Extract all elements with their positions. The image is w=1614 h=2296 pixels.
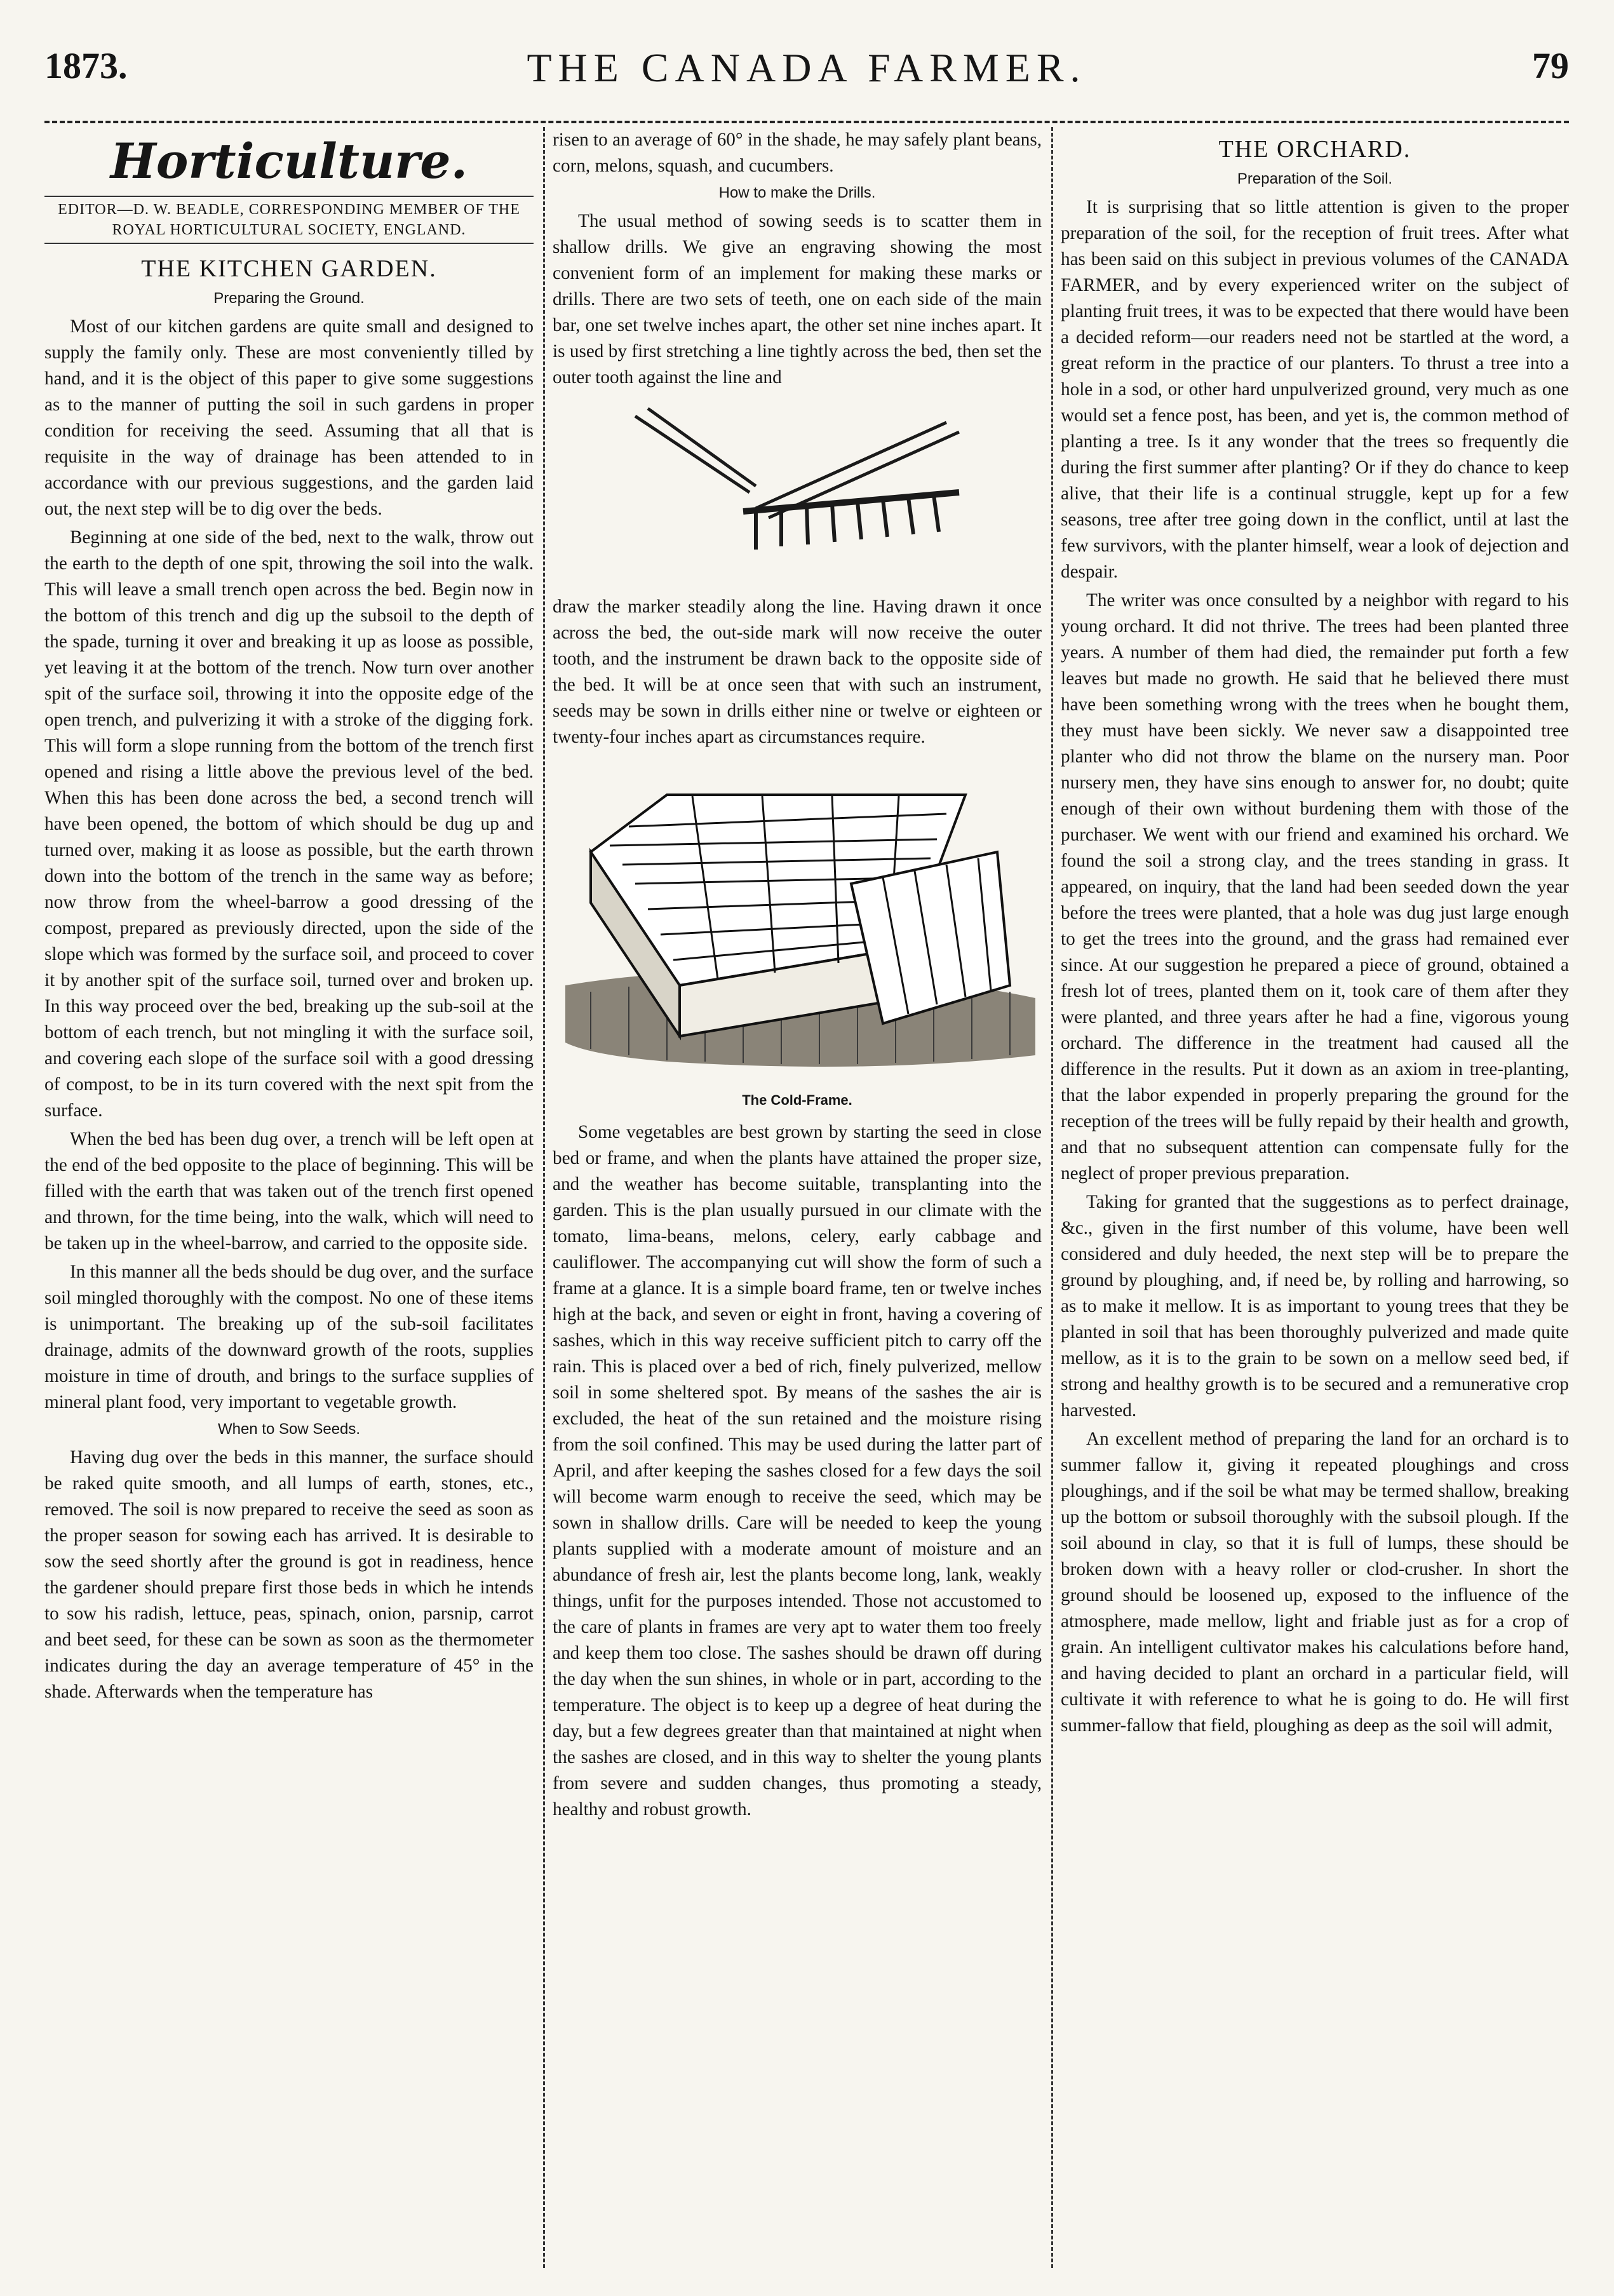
- paragraph: Some vegetables are best grown by starting the seed in close bed or frame, and when the plants have attained the proper size, and the weather has become suitable, transplanting into the garden. This is the plan usually pursued in our climate with the tomato, lima-beans, melons, celery, early cabbage and cauliflower. The accompanying cut will show the form of such a frame at a glance. It is a simple board frame, ten or twelve inches high at the back, and seven or eight in front, having a covering of sashes, which in this way receive sufficient pitch to carry off the rain. This is placed over a bed of rich, finely pulverized, mellow soil in some sheltered spot. By means of the sashes the air is excluded, the heat of the sun retained and the moisture rising from the soil confined. This may be used during the latter part of April, and after keeping the sashes closed for a few days the soil will become warm enough to receive the seed, which may be sown in shallow drills. Care will be needed to keep the young plants supplied with a moderate amount of moisture and an abundance of fresh air, lest the plants become long, lank, weakly things, unfit for the purposes intended. Those not accustomed to the care of plants in frames are very apt to water them too freely and keep them too close. The sashes should be drawn off during the day when the sun shines, in whole or in part, according to the temperature. The object is to keep up a degree of heat during the day, but a few degrees greater than that maintained at night when the sashes are closed, and in this way to shelter the young plants from severe and sudden changes, thus promoting a steady, healthy and robust growth.: [553, 1122, 1042, 1820]
- paragraph: In this manner all the beds should be dug over, and the surface soil mingled thoroughly with the compost. No one of these items is unimportant. The breaking up of the sub-soil facilitates drainage, admits of the downward growth of the roots, supplies moisture in time of drouth, and brings to the surface supplies of mineral plant food, very important to vegetable growth.: [44, 1262, 534, 1412]
- drill-marker-illustration: [553, 397, 1042, 588]
- column-left: [44, 127, 534, 1708]
- subheading-drills: How to make the Drills.: [718, 184, 876, 201]
- paragraph: When the bed has been dug over, a trench will be left open at the end of the bed opposite to the place of beginning. This will be filled with the earth that was taken out of the trench first opened and thrown, for the time being, into the walk, which will need to be taken up in the wheel-barrow, and carried to the opposite side.: [44, 1129, 534, 1253]
- masthead: [44, 44, 1569, 121]
- department-heading: Horticulture.: [110, 133, 468, 189]
- column-middle: [553, 127, 1042, 1825]
- column-divider: [1051, 127, 1053, 2268]
- page-number: 79: [1532, 45, 1569, 86]
- paragraph: Taking for granted that the suggestions as to perfect drainage, &c., given in the first number of this volume, have been well considered and duly heeded, the next step will be to prepare the ground by ploughing, and, if need be, by rolling and harrowing, so as to make it mellow. It is as important to young trees that they be planted in soil that has been thoroughly pulverized and made quite mellow, as it is to the grain to be sown on a mellow seed bed, if strong and healthy growth is to be secured and a remunerative crop harvested.: [1061, 1192, 1569, 1421]
- paragraph: The usual method of sowing seeds is to scatter them in shallow drills. We give an engraving showing the most convenient form of an implement for making these marks or drills. There are two sets of teeth, one on each side of the main bar, one set twelve inches apart, the other set nine inches apart. It is used by first stretching a line tightly across the bed, then set the outer tooth against the line and: [553, 211, 1042, 388]
- masthead-title: THE CANADA FARMER.: [527, 45, 1087, 90]
- cold-frame-illustration: [553, 757, 1042, 1087]
- subheading-preparation-soil: Preparation of the Soil.: [1237, 170, 1393, 187]
- subheading-when-to-sow: When to Sow Seeds.: [217, 1421, 361, 1438]
- drill-marker-engraving: [553, 397, 1042, 588]
- paragraph: It is surprising that so little attention is given to the proper preparation of the soil, for the reception of fruit trees. After what has been said on this subject in previous volumes of the CANADA FARMER, and by every experienced writer on the subject of planting fruit trees, it was to be expected that there would have been a decided reform—our readers need not be startled at the word, a great reform in the practice of our planters. To thrust a tree into a hole in a sod, or other hard unpulverized ground, very much as one would set a fence post, has been, and yet is, the common method of planting a tree. Is it any wonder that the trees so frequently die during the first summer after planting? Or if they do chance to keep alive, that their life is a continual struggle, kept up for a few seasons, tree after tree going down in the conflict, until at last the few survivors, with the planter himself, wear a look of dejection and despair.: [1061, 197, 1569, 582]
- paragraph: draw the marker steadily along the line. Having drawn it once across the bed, the out-side mark will now receive the outer tooth, and the instrument be drawn back to the opposite side of the bed. It will be at once seen that with such an instrument, seeds may be sown in drills either nine or twelve or eighteen or twenty-four inches apart as circumstances require.: [553, 597, 1042, 747]
- figure-caption-cold-frame: The Cold-Frame.: [742, 1092, 852, 1108]
- paragraph: risen to an average of 60° in the shade, he may safely plant beans, corn, melons, squash, and cucumbers.: [553, 130, 1042, 176]
- paragraph: The writer was once consulted by a neighbor with regard to his young orchard. It did not thrive. The trees had been planted three years. A number of them had died, the remainder put forth a few leaves but made no growth. He said that he believed there must have been something wrong with the trees when he bought them, they must have been sickly. We never saw a disappointed tree planter who did not throw the blame on the nursery man. Poor nursery men, they have sins enough to answer for, no doubt; quite enough of their own without burdening them with those of the purchaser. We went with our friend and examined his orchard. We found the soil a strong clay, and the trees standing in grass. It appeared, on inquiry, that the land had been seeded down the year before the trees were planted, that a hole was dug just large enough to get the trees into the ground, and the grass had remained ever since. At our suggestion he prepared a piece of ground, obtained a fresh lot of trees, planted them on it, took care of them after they were planted, and three years after he had a fine, vigorous young orchard. The difference in the treatment had caused all the difference in the results. Put it down as an axiom in tree-planting, that the labor expended in properly preparing the ground for the reception of the trees will be fully repaid by their health and growth, and that no subsequent attention can compensate fully for the neglect of proper previous preparation.: [1061, 590, 1569, 1184]
- masthead-year: 1873.: [44, 45, 128, 86]
- column-divider: [543, 127, 545, 2268]
- cold-frame-engraving: [553, 757, 1042, 1113]
- article-title-kitchen-garden: THE KITCHEN GARDEN.: [141, 255, 437, 282]
- masthead-rule: [44, 121, 1569, 123]
- paragraph: Having dug over the beds in this manner, the surface should be raked quite smooth, and all lumps of earth, stones, etc., removed. The soil is now prepared to receive the seed as soon as the proper season for sowing each has arrived. It is desirable to sow the seed shortly after the ground is got in readiness, hence the gardener should prepare first those beds in which he intends to sow his radish, lettuce, peas, spinach, onion, parsnip, carrot and beet seed, for these can be sown as soon as the thermometer indicates during the day an average temperature of 45° in the shade. Afterwards when the temperature has: [44, 1447, 534, 1702]
- paragraph: Most of our kitchen gardens are quite small and designed to supply the family only. These are most conveniently tilled by hand, and it is the object of this paper to give some suggestions as to the manner of putting the soil in such gardens in proper condition for receiving the seed. Assuming that all that is requisite in the way of drainage has been attended to in accordance with our previous suggestions, and the garden laid out, the next step will be to dig over the beds.: [44, 316, 534, 519]
- paragraph: Beginning at one side of the bed, next to the walk, throw out the earth to the depth of one spit, throwing the soil into the walk. This will leave a small trench open across the bed. Begin now in the bottom of this trench and dig up the subsoil to the depth of the spade, turning it over and breaking it up as loose as possible, yet leaving it at the bottom of the trench. Now turn over another spit of the surface soil, throwing it into the opposite edge of the open trench, and pulverizing it with a stroke of the digging fork. This will form a slope running from the bottom of the trench first opened and rising a little above the previous level of the bed. When this has been done across the bed, a second trench will have been opened, the bottom of which should be dug up and turned over, making it as loose as possible, but the earth thrown down into the bottom of the trench in the same way as before; now throw from the wheel-barrow a good dressing of the compost, prepared as previously directed, upon the side of the slope which was formed by the surface soil, and proceed to cover it by another spit of the surface soil, turned over and broken up. In this way proceed over the bed, breaking up the sub-soil at the bottom of each trench, but not mingling it with the surface soil, and covering each slope of the surface soil with a good dressing of compost, to be in its turn covered with the next spit from the surface.: [44, 527, 534, 1121]
- paragraph: An excellent method of preparing the land for an orchard is to summer fallow it, giving it repeated ploughings and cross ploughings, and if the soil be what may be termed shallow, breaking up the bottom or subsoil thoroughly with the subsoil plough. If the soil abound in clay, so that it is full of lumps, these should be broken down with a heavy roller or clod-crusher. In short the ground should be loosened up, exposed to the influence of the atmosphere, made mellow, light and friable just as for a crop of grain. An intelligent cultivator makes his calculations before hand, and having decided to plant an orchard in a particular field, will cultivate it with reference to what he is going to do. He will first summer-fallow that field, ploughing as deep as the soil will admit,: [1061, 1429, 1569, 1736]
- article-title-orchard: THE ORCHARD.: [1218, 136, 1411, 163]
- editor-line: EDITOR—D. W. BEADLE, CORRESPONDING MEMBER OF THE ROYAL HORTICULTURAL SOCIETY, ENGLAND.: [44, 196, 534, 244]
- subheading-preparing-ground: Preparing the Ground.: [213, 290, 365, 307]
- column-right: [1061, 127, 1569, 1741]
